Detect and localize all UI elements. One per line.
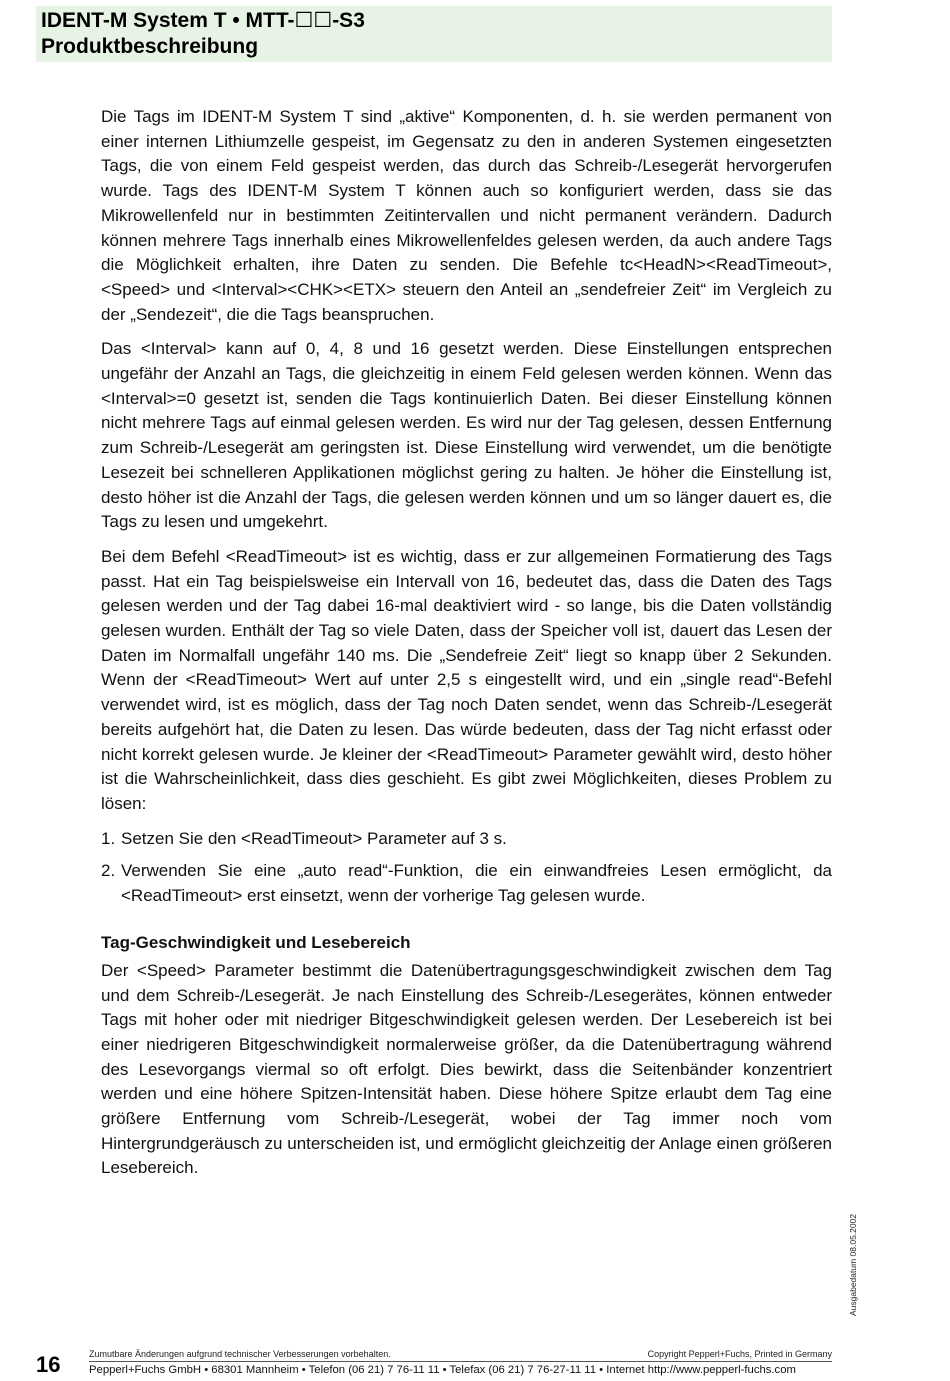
list-item-text: Verwenden Sie eine „auto read“-Funktion, die ein einwandfreies Lesen ermöglicht, da <ReadTimeout> erst einsetzt, wenn der vorherige Tag gelesen wurde. — [121, 861, 832, 906]
paragraph: Bei dem Befehl <ReadTimeout> ist es wichtig, dass er zur allgemeinen Formatierung des Tags passt. Hat ein Tag beispielsweise ein Intervall von 16, bedeutet das, dass die Daten des Tags gelesen werden und der Tag dabei 16-mal deaktiviert wird - so lange, bis die Daten vollständig gelesen wurden. Enthält der Tag so viele Daten, dass der Speicher voll ist, dauert das Lesen der Daten im Normalfall ungefähr 140 ms. Die „Sendefreie Zeit“ liegt so knapp über 2 Sekunden. Wenn der <ReadTimeout> Wert auf unter 2,5 s eingestellt wird, und ein „single read“-Befehl verwendet wird, ist es möglich, dass der Tag noch Daten sendet, wenn das Schreib-/Lesegerät bereits aufgehört hat, die Daten zu lesen. Das würde bedeuten, dass der Tag nicht erfasst oder nicht korrekt gelesen wurde. Je kleiner der <ReadTimeout> Parameter gewählt wird, desto höher ist die Wahrscheinlichkeit, dass dies geschieht. Es gibt zwei Möglichkeiten, dieses Problem zu lösen: — [101, 546, 832, 813]
document-title: IDENT-M System T • MTT-☐☐-S3 — [41, 9, 365, 32]
issue-date: Ausgabedatum 08.05.2002 — [848, 1213, 858, 1316]
paragraph: Das <Interval> kann auf 0, 4, 8 und 16 gesetzt werden. Diese Einstellungen entsprechen ungefähr der Anzahl an Tags, die gleichzeitig in einem Feld gelesen werden können. Wenn das <Interval>=0 gesetzt ist, senden die Tags kontinuierlich Daten. Bei dieser Einstellung können nicht mehrere Tags auf einmal gelesen werden. Es wird nur der Tag gelesen, dessen Entfernung zum Schreib-/Lesegerät am geringsten ist. Diese Einstellung wird verwendet, um die benötigte Lesezeit bei schnelleren Applikationen möglichst gering zu halten. Je höher die Einstellung ist, desto höher ist die Anzahl der Tags, die gelesen werden können und um so länger dauert es, die Tags zu lesen und umgekehrt. — [101, 339, 832, 532]
list-item — [101, 827, 832, 852]
main-content — [101, 105, 832, 1191]
footer-contact: Pepperl+Fuchs GmbH • 68301 Mannheim • Telefon (06 21) 7 76-11 11 • Telefax (06 21) 7 76-27-11 11 • Internet http://www.pepperl-fuchs.com — [89, 1364, 796, 1376]
section-heading: Tag-Geschwindigkeit und Lesebereich — [101, 932, 411, 952]
footer-copyright: Copyright Pepperl+Fuchs, Printed in Germany — [647, 1349, 832, 1359]
list-item-number: 1. — [101, 828, 116, 848]
document-subtitle: Produktbeschreibung — [41, 35, 259, 58]
numbered-list — [101, 827, 832, 909]
paragraph: Der <Speed> Parameter bestimmt die Datenübertragungsgeschwindigkeit zwischen dem Tag und dem Schreib-/Lesegerät. Je nach Einstellung des Schreib-/Lesegerätes, können entweder Tags mit hoher oder mit niedriger Bitgeschwindigkeit gelesen werden. Der Lesebereich ist bei einer niedrigeren Bitgeschwindigkeit normalerweise größer, da die Datenübertragung während des Lesevorgangs viermal so oft erfolgt. Dies bewirkt, dass die Seitenbänder konzentriert werden und eine höhere Spitzen-Intensität haben. Diese höhere Spitze erlaubt dem Tag eine größere Entfernung vom Schreib-/Lesegerät, wobei der Tag immer noch vom Hintergrundgeräusch zu unterscheiden ist, und ermöglicht gleichzeitig der Anlage einen größeren Lesebereich. — [101, 960, 832, 1178]
footer-divider — [89, 1361, 832, 1362]
paragraph: Die Tags im IDENT-M System T sind „aktive“ Komponenten, d. h. sie werden permanent von einer internen Lithiumzelle gespeist, im Gegensatz zu den in anderen Systemen eingesetzten Tags, die von einem Feld gespeist werden, das durch das Schreib-/Lesegerät hervorgerufen wurde. Tags des IDENT-M System T können auch so konfiguriert werden, dass sie das Mikrowellenfeld nur in bestimmten Zeitintervallen und nicht permanent verändern. Dadurch können mehrere Tags innerhalb eines Mikrowellenfeldes gelesen werden, da auch andere Tags die Möglichkeit erhalten, ihre Daten zu senden. Die Befehle tc<HeadN><ReadTimeout>, <Speed> und <Interval><CHK><ETX> steuern den Anteil an „sendefreier Zeit“ im Vergleich zu der „Sendezeit“, die die Tags beanspruchen. — [101, 107, 832, 324]
list-item-number: 2. — [101, 861, 116, 881]
list-item-text: Setzen Sie den <ReadTimeout> Parameter auf 3 s. — [121, 828, 507, 848]
page-number: 16 — [36, 1352, 61, 1377]
footer-disclaimer: Zumutbare Änderungen aufgrund technischer Verbesserungen vorbehalten. — [89, 1349, 391, 1359]
list-item — [101, 859, 832, 908]
